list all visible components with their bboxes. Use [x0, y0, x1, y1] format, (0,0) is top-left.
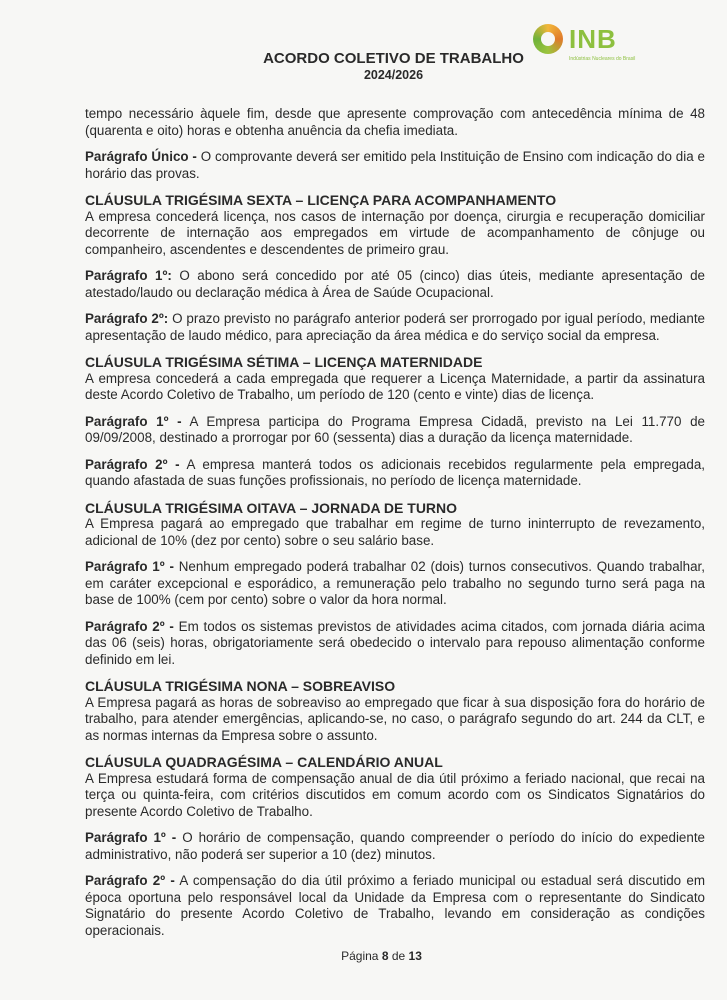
paragraph-body: Em todos os sistemas previstos de atividades acima citados, com jornada diária acima das 06 (seis) horas, obrigatoriamente será obedecido o intervalo para repouso alimentação conforme definido em lei.: [85, 618, 705, 667]
paragraph: [85, 414, 705, 447]
paragraph-text: [85, 695, 705, 745]
paragraph: [85, 106, 705, 139]
paragraph-text: [85, 106, 705, 139]
paragraph-text: [85, 619, 705, 669]
clause: [85, 354, 705, 404]
paragraph-text: [85, 516, 705, 549]
paragraph-label: Parágrafo 2º -: [85, 873, 175, 888]
clause: [85, 192, 705, 258]
paragraph-body: A empresa concederá licença, nos casos de internação por doença, cirurgia e recuperação domiciliar decorrente de internação aos empregados em virtude de acompanhamento de cônjuge ou companheiro, ascendentes e descendentes de primeiro grau.: [85, 208, 705, 257]
paragraph-text: [85, 371, 705, 404]
logo-text: INB: [569, 24, 617, 54]
paragraph: [85, 268, 705, 301]
paragraph: [85, 559, 705, 609]
paragraph-body: O comprovante deverá ser emitido pela Instituição de Ensino com indicação do dia e horário das provas.: [85, 149, 705, 181]
paragraph: [85, 619, 705, 669]
clause: [85, 678, 705, 744]
clause: [85, 500, 705, 550]
footer-of: de: [388, 949, 409, 963]
paragraph-body: A Empresa estudará forma de compensação anual de dia útil próximo a feriado nacional, que recai na terça ou quinta-feira, com critérios discutidos em comum acordo com os Sindicatos Signatários do presente Acordo Coletivo de Trabalho.: [85, 770, 705, 819]
page-footer: [0, 949, 727, 971]
paragraph: [85, 457, 705, 490]
paragraph-label: Parágrafo 1º:: [85, 268, 172, 283]
clause-heading: CLÁUSULA TRIGÉSIMA OITAVA – JORNADA DE TURNO: [85, 499, 458, 516]
page-number: 8: [381, 949, 389, 963]
paragraph-label: Parágrafo 2º -: [85, 456, 180, 472]
paragraph-body: A Empresa participa do Programa Empresa Cidadã, previsto na Lei 11.770 de 09/09/2008, destinado a prorrogar por 60 (sessenta) dias a duração da licença maternidade.: [85, 413, 705, 445]
clause-heading: CLÁUSULA TRIGÉSIMA SÉTIMA – LICENÇA MATERNIDADE: [85, 354, 483, 370]
clause-heading: CLÁUSULA TRIGÉSIMA SEXTA – LICENÇA PARA ACOMPANHAMENTO: [85, 192, 557, 208]
paragraph: [85, 830, 705, 863]
paragraph-body: A empresa manterá todos os adicionais recebidos regularmente pela empregada, quando afastada de suas funções profissionais, no período de licença maternidade.: [85, 456, 705, 488]
paragraph-body: A Empresa pagará as horas de sobreaviso ao empregado que ficar à sua disposição fora do horário de trabalho, para atender emergências, aplicando-se, no caso, o parágrafo segundo do art. 244 da CLT, e as normas internas da Empresa sobre o assunto.: [85, 694, 705, 743]
paragraph-text: [85, 268, 705, 301]
paragraph-text: [85, 559, 705, 609]
paragraph-body: tempo necessário àquele fim, desde que apresente comprovação com antecedência mínima de 48 (quarenta e oito) horas e obtenha anuência da chefia imediata.: [85, 106, 705, 138]
paragraph-text: [85, 457, 705, 490]
clause: [85, 754, 705, 820]
paragraph: [85, 311, 705, 344]
footer-prefix: Página: [341, 949, 382, 963]
clause-heading: CLÁUSULA QUADRAGÉSIMA – CALENDÁRIO ANUAL: [85, 754, 443, 770]
paragraph-label: Parágrafo 2º:: [85, 311, 169, 326]
paragraph-label: Parágrafo 1º -: [85, 413, 182, 429]
paragraph-body: O abono será concedido por até 05 (cinco) dias úteis, mediante apresentação de atestado/laudo ou declaração médica à Área de Saúde Ocupacional.: [85, 268, 705, 300]
paragraph-label: Parágrafo 1º -: [85, 559, 174, 574]
paragraph-body: A Empresa pagará ao empregado que trabalhar em regime de turno ininterrupto de revezamento, adicional de 10% (dez por cento) sobre o seu salário base.: [85, 516, 705, 548]
paragraph-body: O prazo previsto no parágrafo anterior poderá ser prorrogado por igual período, mediante apresentação de laudo médico, para apreciação da área médica e do serviço social da empresa.: [85, 311, 705, 343]
paragraph-text: [85, 209, 705, 259]
paragraph-label: Parágrafo Único -: [85, 149, 197, 164]
paragraph-body: A compensação do dia útil próximo a feriado municipal ou estadual será discutido em época oportuna pelo responsável local da Unidade da Empresa com o representante do Sindicato Signatário do presente Acordo Coletivo de Trabalho, levando em consideração as condições operacionais.: [85, 873, 705, 938]
clause-heading: CLÁUSULA TRIGÉSIMA NONA – SOBREAVISO: [85, 678, 396, 694]
paragraph-body: Nenhum empregado poderá trabalhar 02 (dois) turnos consecutivos. Quando trabalhar, em caráter excepcional e esporádico, a remuneração pelo trabalho no segundo turno será paga na base de 100% (cem por cento) sobre o valor da hora normal.: [85, 559, 705, 607]
paragraph-text: [85, 771, 705, 821]
paragraph-label: Parágrafo 2º -: [85, 618, 174, 634]
paragraph-text: [85, 149, 705, 182]
paragraph: [85, 873, 705, 939]
paragraph-text: [85, 873, 705, 939]
page-total: 13: [408, 949, 422, 963]
paragraph-text: [85, 311, 705, 344]
paragraph-label: Parágrafo 1º -: [85, 830, 177, 845]
logo-subtitle: Indústrias Nucleares do Brasil: [569, 56, 636, 62]
paragraph-text: [85, 414, 705, 447]
document-years: 2024/2026: [363, 68, 424, 82]
paragraph-text: [85, 830, 705, 863]
paragraph: [85, 149, 705, 182]
paragraph-body: A empresa concederá a cada empregada que requerer a Licença Maternidade, a partir da assinatura deste Acordo Coletivo de Trabalho, um período de 120 (cento e vinte) dias de licença.: [85, 370, 705, 402]
paragraph-body: O horário de compensação, quando compreender o período do início do expediente administrativo, não poderá ser superior a 10 (dez) minutos.: [85, 830, 705, 862]
document-title: ACORDO COLETIVO DE TRABALHO: [263, 50, 524, 67]
